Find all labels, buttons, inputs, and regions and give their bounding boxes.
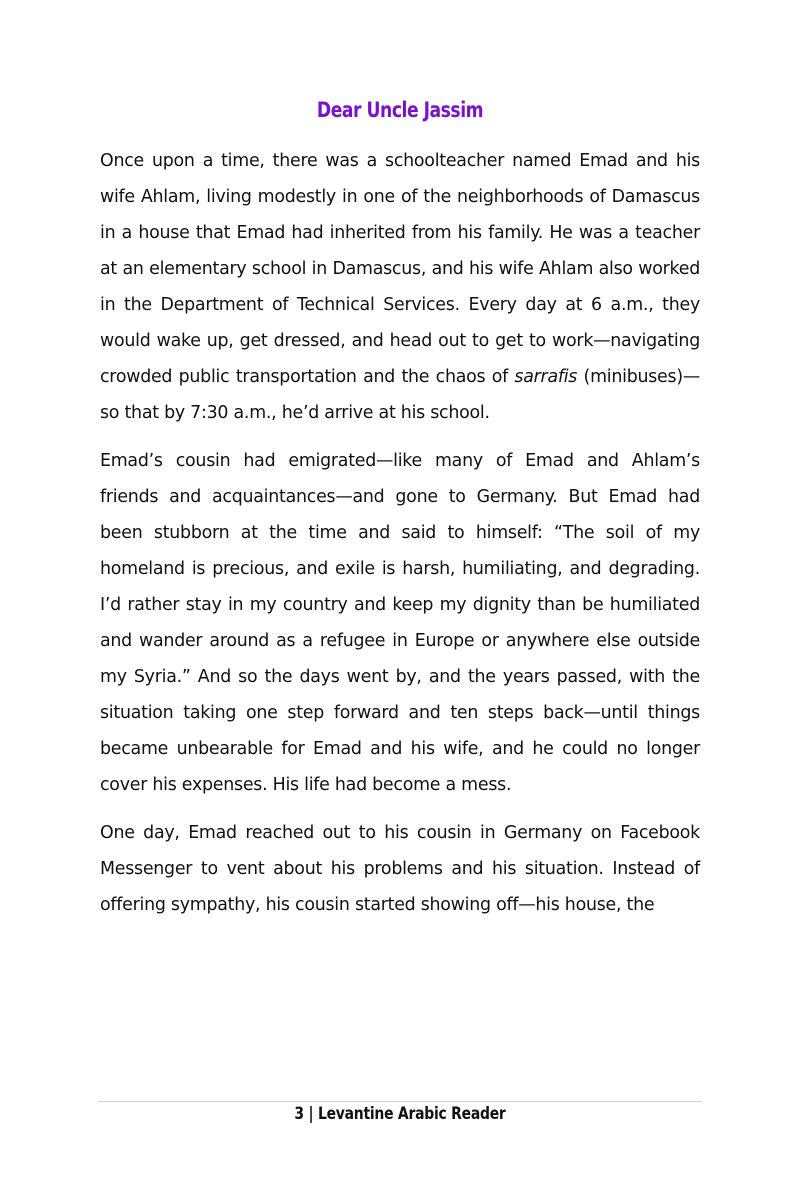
- page-title: Dear Uncle Jassim: [316, 98, 484, 122]
- paragraph-1-text-start: Once upon a time, there was a schoolteacher named Emad and his wife Ahlam, living modestly in one of the neighborhoods of Damascus in a house that Emad had inherited from his family. He was a teacher at an elementary school in Damascus, and his wife Ahlam also worked in the Department of Technical Services. Every day at 6 a.m., they would wake up, get dressed, and head out to get to work—navigating crowded public transportation and the chaos of: [100, 151, 700, 387]
- footer-divider: [98, 1101, 702, 1102]
- page-number: 3: [294, 1104, 304, 1124]
- paragraph-2: Emad’s cousin had emigrated—like many of Emad and Ahlam’s friends and acquaintances—and gone to Germany. But Emad had been stubborn at the time and said to himself: “The soil of my homeland is precious, and exile is harsh, humiliating, and degrading. I’d rather stay in my country and keep my dignity than be humiliated and wander around as a refugee in Europe or anywhere else outside my Syria.” And so the days went by, and the years passed, with the situation taking one step forward and ten steps back—until things became unbearable for Emad and his wife, and he could no longer cover his expenses. His life had become a mess.: [100, 451, 700, 795]
- paragraph-1: [100, 143, 700, 431]
- page-footer: [72, 1104, 728, 1124]
- paragraph-3: One day, Emad reached out to his cousin in Germany on Facebook Messenger to vent about his problems and his situation. Instead of offering sympathy, his cousin started showing off—his house, the: [100, 823, 700, 915]
- footer-separator: |: [308, 1104, 314, 1124]
- book-title: Levantine Arabic Reader: [317, 1104, 506, 1124]
- paragraph-1-italic-term: sarrafis: [514, 367, 578, 387]
- body-text: [100, 143, 700, 935]
- paragraph-1-text-end: (minibuses)—so that by 7:30 a.m., he’d arrive at his school.: [100, 367, 700, 423]
